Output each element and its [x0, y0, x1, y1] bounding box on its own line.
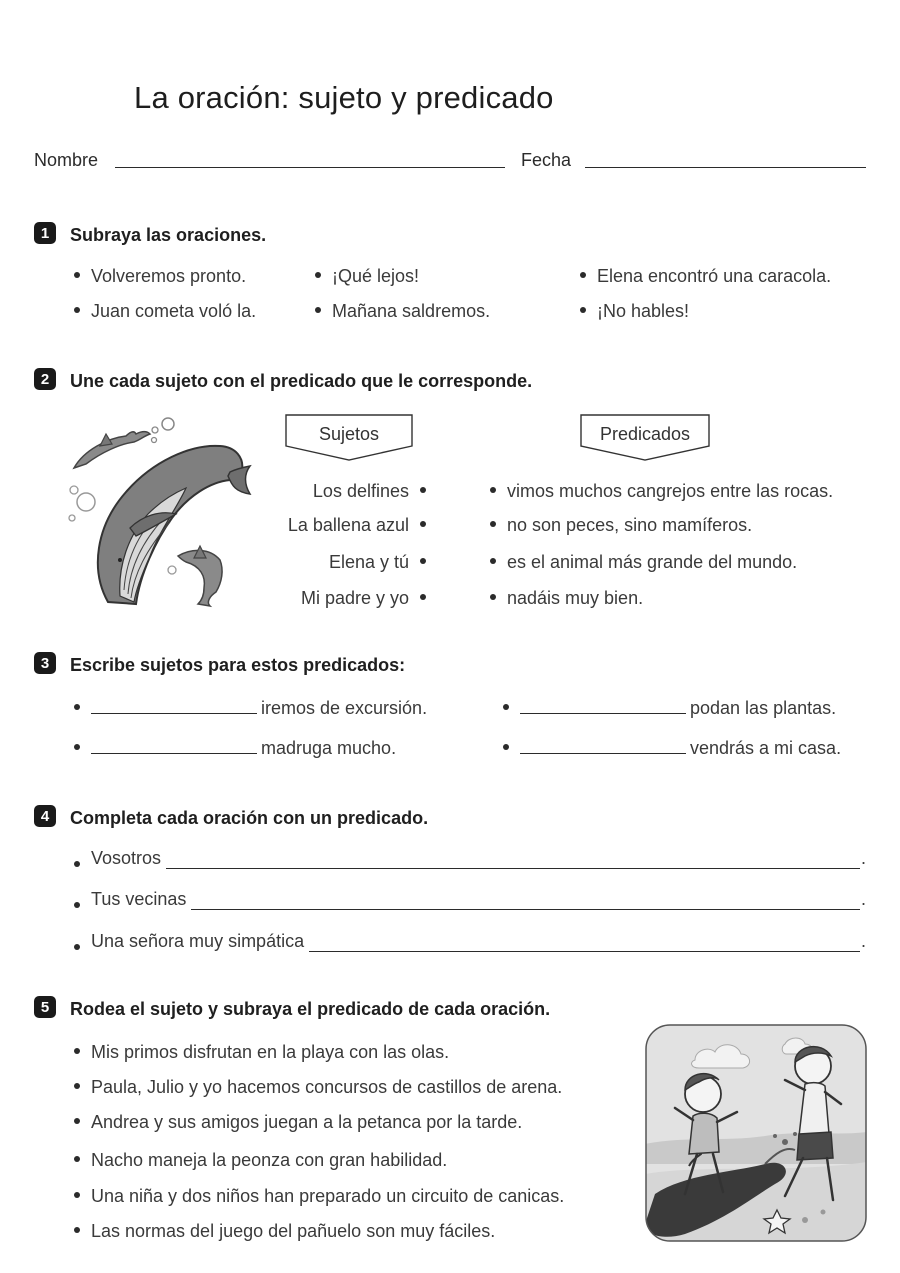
- bullet-icon[interactable]: [490, 487, 496, 493]
- bullet-icon: [74, 1048, 80, 1054]
- answer-blank[interactable]: [91, 699, 257, 714]
- date-label: Fecha: [521, 150, 572, 170]
- bullet-icon[interactable]: [420, 594, 426, 600]
- ex3-item[interactable]: vendrás a mi casa.: [503, 738, 841, 759]
- ex4-item[interactable]: Una señora muy simpática .: [74, 931, 866, 952]
- bullet-icon: [74, 307, 80, 313]
- bullet-icon: [74, 1156, 80, 1162]
- bullet-icon: [74, 861, 80, 867]
- bullet-icon[interactable]: [490, 594, 496, 600]
- ex1-item[interactable]: Mañana saldremos.: [315, 301, 490, 322]
- bullet-icon: [74, 744, 80, 750]
- bullet-icon: [74, 1192, 80, 1198]
- bullet-icon: [74, 944, 80, 950]
- answer-line[interactable]: [191, 894, 860, 910]
- exercise-5-number: 5: [34, 996, 56, 1018]
- exercise-3-instruction: Escribe sujetos para estos predicados:: [70, 655, 406, 675]
- bullet-icon: [74, 704, 80, 710]
- ex2-predicate[interactable]: nadáis muy bien.: [490, 588, 643, 609]
- ex5-item[interactable]: Paula, Julio y yo hacemos concursos de castillos de arena.: [74, 1077, 562, 1098]
- bullet-icon: [74, 1083, 80, 1089]
- exercise-4-number: 4: [34, 805, 56, 827]
- name-label: Nombre: [34, 150, 99, 170]
- ex4-item[interactable]: Tus vecinas .: [74, 889, 866, 910]
- date-field-line[interactable]: [585, 167, 866, 168]
- exercise-2-number: 2: [34, 368, 56, 390]
- predicates-header: Predicados: [599, 424, 691, 444]
- answer-line[interactable]: [166, 853, 860, 869]
- ex3-item[interactable]: iremos de excursión.: [74, 698, 427, 719]
- bullet-icon: [580, 307, 586, 313]
- exercise-5-instruction: Rodea el sujeto y subraya el predicado de cada oración.: [70, 999, 551, 1019]
- bullet-icon: [503, 704, 509, 710]
- bullet-icon[interactable]: [420, 521, 426, 527]
- ex1-item[interactable]: Volveremos pronto.: [74, 266, 246, 287]
- bullet-icon[interactable]: [490, 521, 496, 527]
- ex2-predicate[interactable]: es el animal más grande del mundo.: [490, 552, 797, 573]
- ex2-subject[interactable]: Mi padre y yo: [230, 588, 426, 609]
- bullet-icon: [580, 272, 586, 278]
- name-field-line[interactable]: [115, 167, 505, 168]
- bullet-icon[interactable]: [490, 558, 496, 564]
- bullet-icon[interactable]: [420, 558, 426, 564]
- ex2-predicate[interactable]: no son peces, sino mamíferos.: [490, 515, 752, 536]
- ex2-subject[interactable]: La ballena azul: [230, 515, 426, 536]
- bullet-icon: [74, 902, 80, 908]
- whale-and-dolphins-icon: [60, 410, 260, 610]
- ex5-item[interactable]: Las normas del juego del pañuelo son muy fáciles.: [74, 1221, 495, 1242]
- exercise-3-number: 3: [34, 652, 56, 674]
- exercise-1-instruction: Subraya las oraciones.: [70, 225, 267, 245]
- ex2-subject[interactable]: Los delfines: [230, 481, 426, 502]
- ex5-item[interactable]: Andrea y sus amigos juegan a la petanca por la tarde.: [74, 1112, 522, 1133]
- page-title: La oración: sujeto y predicado: [134, 80, 554, 115]
- ex3-item[interactable]: podan las plantas.: [503, 698, 836, 719]
- answer-blank[interactable]: [91, 739, 257, 754]
- bullet-icon: [503, 744, 509, 750]
- ex2-subject[interactable]: Elena y tú: [230, 552, 426, 573]
- ex4-item[interactable]: Vosotros .: [74, 848, 866, 869]
- answer-blank[interactable]: [520, 699, 686, 714]
- exercise-4-instruction: Completa cada oración con un predicado.: [70, 808, 429, 828]
- bullet-icon: [74, 272, 80, 278]
- ex1-item[interactable]: Elena encontró una caracola.: [580, 266, 831, 287]
- ex5-item[interactable]: Una niña y dos niños han preparado un circuito de canicas.: [74, 1186, 564, 1207]
- ex1-item[interactable]: ¡No hables!: [580, 301, 689, 322]
- bullet-icon: [74, 1227, 80, 1233]
- ex1-item[interactable]: ¡Qué lejos!: [315, 266, 419, 287]
- ex3-item[interactable]: madruga mucho.: [74, 738, 396, 759]
- answer-line[interactable]: [309, 936, 860, 952]
- kids-playing-beach-icon: [645, 1024, 867, 1242]
- ex5-item[interactable]: Nacho maneja la peonza con gran habilidad.: [74, 1150, 447, 1171]
- ex5-item[interactable]: Mis primos disfrutan en la playa con las olas.: [74, 1042, 449, 1063]
- bullet-icon[interactable]: [420, 487, 426, 493]
- bullet-icon: [74, 1118, 80, 1124]
- subjects-header: Sujetos: [318, 424, 380, 444]
- exercise-1-number: 1: [34, 222, 56, 244]
- bullet-icon: [315, 272, 321, 278]
- ex2-predicate[interactable]: vimos muchos cangrejos entre las rocas.: [490, 481, 833, 502]
- ex1-item[interactable]: Juan cometa voló la.: [74, 301, 256, 322]
- bullet-icon: [315, 307, 321, 313]
- exercise-2-instruction: Une cada sujeto con el predicado que le corresponde.: [70, 371, 533, 391]
- answer-blank[interactable]: [520, 739, 686, 754]
